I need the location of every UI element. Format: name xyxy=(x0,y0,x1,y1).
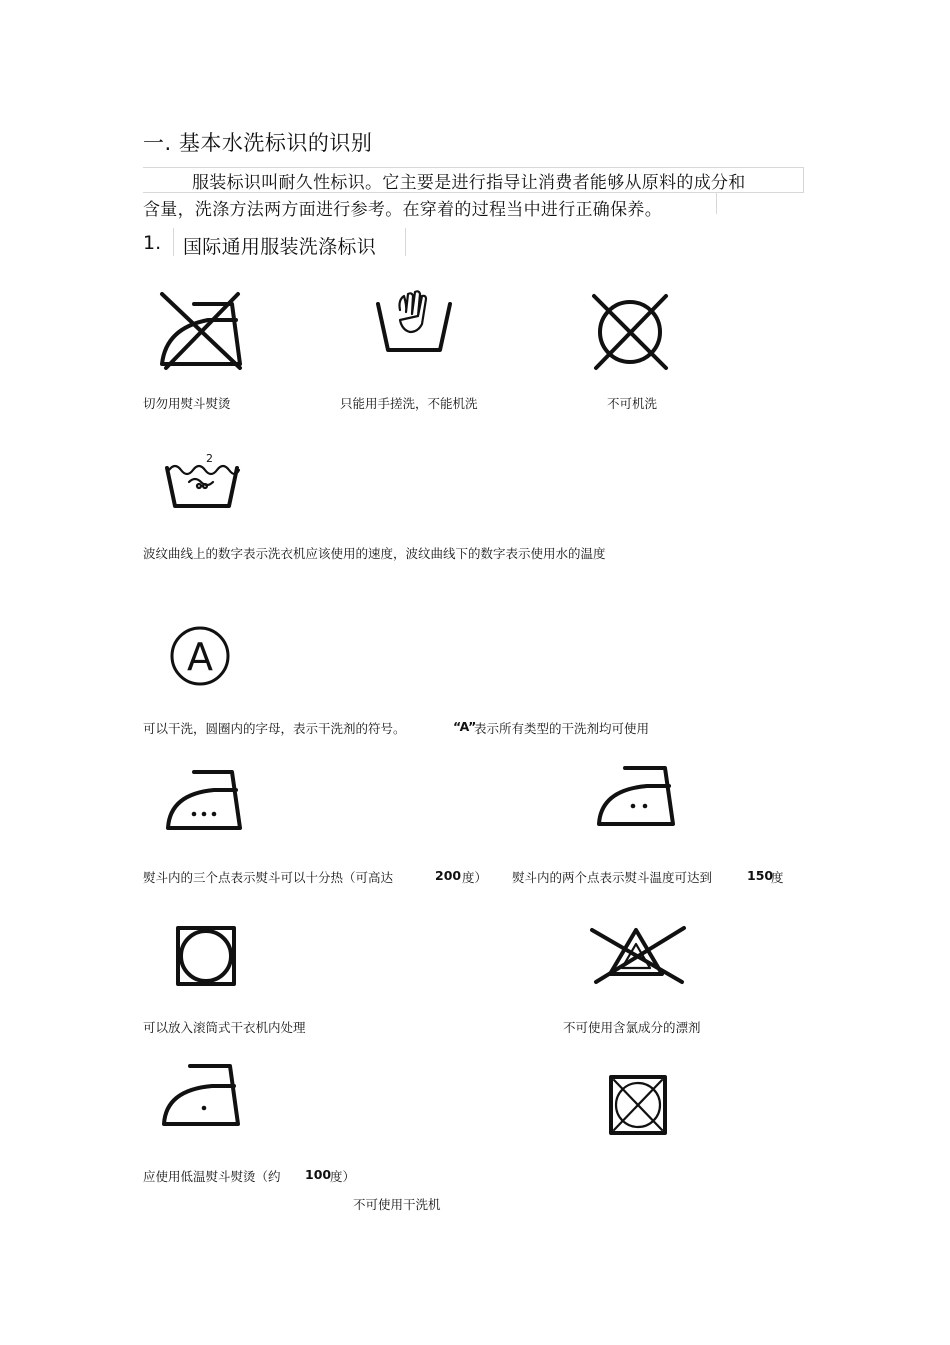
do-not-tumble-dry-icon xyxy=(608,1074,668,1136)
caption-iron-two-dots-value: 150 xyxy=(747,868,774,883)
caption-iron-three-dots-part1: 熨斗内的三个点表示熨斗可以十分热（可高达 xyxy=(143,870,394,885)
intro-line-2: 含量，洗涤方法两方面进行参考。在穿着的过程当中进行正确保养。 xyxy=(143,200,662,220)
caption-dry-clean-part1: 可以干洗，圆圈内的字母，表示干洗剂的符号。 xyxy=(143,721,406,736)
dry-clean-a-icon xyxy=(170,625,232,687)
wash-speed-temperature-icon xyxy=(165,452,241,512)
caption-iron-two-dots-part1: 熨斗内的两个点表示熨斗温度可达到 xyxy=(512,870,713,885)
section-title: 国际通用服装洗涤标识 xyxy=(183,236,377,258)
caption-iron-two-dots-part2: 度 xyxy=(771,870,784,885)
intro-frame-bottom xyxy=(716,192,717,214)
caption-wash-speed-temperature: 波纹曲线上的数字表示洗衣机应该使用的速度，波纹曲线下的数字表示使用水的温度 xyxy=(143,546,606,561)
caption-do-not-bleach: 不可使用含氯成分的漂剂 xyxy=(563,1020,701,1035)
caption-tumble-dry: 可以放入滚筒式干衣机内处理 xyxy=(143,1020,306,1035)
dry-clean-letter: A xyxy=(187,635,213,679)
page-title: 一. 基本水洗标识的识别 xyxy=(143,131,373,155)
caption-do-not-tumble-dry: 不可使用干洗机 xyxy=(353,1197,441,1212)
caption-do-not-iron: 切勿用熨斗熨烫 xyxy=(143,396,231,411)
hand-wash-icon xyxy=(376,290,456,356)
iron-three-dots-icon xyxy=(164,768,250,832)
caption-dry-clean-part2: 表示所有类型的干洗剂均可使用 xyxy=(474,721,650,736)
intro-line-1: 服装标识叫耐久性标识。它主要是进行指导让消费者能够从原料的成分和 xyxy=(192,173,746,193)
caption-iron-one-dot-part2: 度） xyxy=(330,1169,356,1184)
do-not-machine-wash-icon xyxy=(588,290,672,374)
tumble-dry-icon xyxy=(175,925,237,987)
section-number: 1. xyxy=(143,232,162,254)
caption-iron-one-dot-part1: 应使用低温熨斗熨烫（约 xyxy=(143,1169,281,1184)
caption-do-not-machine-wash: 不可机洗 xyxy=(607,396,658,411)
do-not-bleach-icon xyxy=(588,924,688,986)
caption-iron-one-dot-value: 100 xyxy=(305,1167,332,1182)
caption-dry-clean-quote: “A” xyxy=(453,719,477,734)
iron-two-dots-icon xyxy=(595,764,683,828)
iron-one-dot-icon xyxy=(160,1062,248,1128)
do-not-iron-icon xyxy=(158,290,248,372)
caption-iron-three-dots-part2: 度） xyxy=(462,870,488,885)
caption-iron-three-dots-value: 200 xyxy=(435,868,462,883)
caption-hand-wash: 只能用手搓洗，不能机洗 xyxy=(340,396,478,411)
wash-speed-digit: 2 xyxy=(206,452,213,465)
